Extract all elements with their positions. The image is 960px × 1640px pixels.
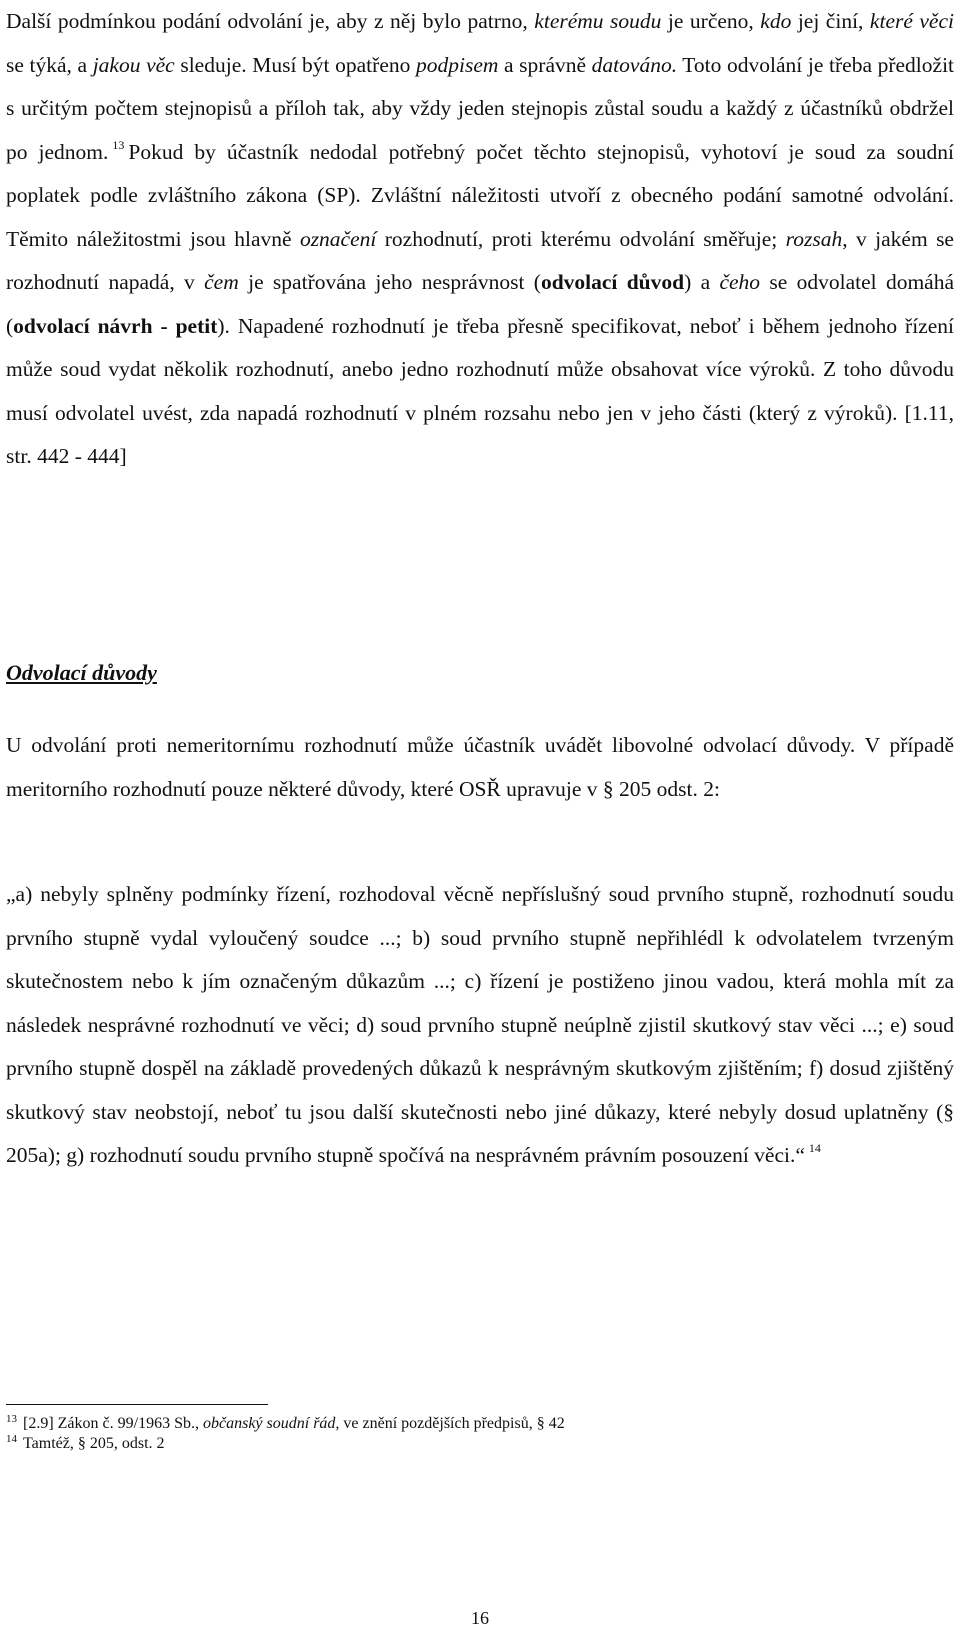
footnote-divider (6, 1404, 268, 1405)
footnote-ref-13[interactable]: 13 (112, 137, 125, 152)
paragraph-appeal-grounds: U odvolání proti nemeritornímu rozhodnutí může účastník uvádět libovolné odvolací důvody. V případě meritorního rozhodnutí pouze některé důvody, které OSŘ upravuje v § 205 odst. 2: (6, 733, 954, 801)
footnotes (6, 1414, 954, 1454)
section-heading: Odvolací důvody (6, 660, 157, 685)
footnote-13: $^{13}$ [2.9] Zákon č. 99/1963 Sb., občanský soudní řád, ve znění pozdějších předpisů, § 42 (6, 1413, 565, 1432)
footnote-14: $^{14}$ Tamtéž, § 205, odst. 2 (6, 1433, 165, 1452)
paragraph-appeal-requirements: Další podmínkou podání odvolání je, aby z něj bylo patrno, kterému soudu je určeno, kdo jej činí, které věci se týká, a jakou věc sleduje. Musí být opatřeno podpisem a správně datováno. Toto odvolání je třeba předložit s určitým počtem stejnopisů a příloh tak, aby vždy jeden stejnopis zůstal soudu a každý z účastníků obdržel po jednom. $^{13}$ Pokud by účastník nedodal potřebný počet těchto stejnopisů, vyhotoví je soud za soudní poplatek podle zvláštního zákona (SP). Zvláštní náležitosti utvoří z obecného podání samotné odvolání. Těmito náležitostmi jsou hlavně označení rozhodnutí, proti kterému odvolání směřuje; rozsah, v jakém se rozhodnutí napadá, v čem je spatřována jeho nesprávnost (odvolací důvod) a čeho se odvolatel domáhá (odvolací návrh - petit). Napadené rozhodnutí je třeba přesně specifikovat, neboť i během jednoho řízení může soud vydat několik rozhodnutí, anebo jedno rozhodnutí může obsahovat více výroků. Z toho důvodu musí odvolatel uvést, zda napadá rozhodnutí v plném rozsahu nebo jen v jeho části (který z výroků). [1.11, str. 442 - 444] (6, 9, 955, 468)
footnote-ref-14[interactable]: 14 (808, 1141, 821, 1155)
paragraph-legal-quote: „a) nebyly splněny podmínky řízení, rozhodoval věcně nepříslušný soud prvního stupně, rozhodnutí soudu prvního stupně vydal vyloučený soudce ...; b) soud prvního stupně nepřihlédl k odvolatelem tvrzeným skutečnostem nebo k jím označeným důkazům ...; c) řízení je postiženo jinou vadou, která mohla mít za následek nesprávné rozhodnutí ve věci; d) soud prvního stupně neúplně zjistil skutkový stav věci ...; e) soud prvního stupně dospěl na základě provedených důkazů k nesprávným skutkovým zjištěním; f) dosud zjištěný skutkový stav neobstojí, neboť tu jsou další skutečnosti nebo jiné důkazy, které nebyly dosud uplatněny (§ 205a); g) rozhodnutí soudu prvního stupně spočívá na nesprávném právním posouzení věci.“ $^{14}$ (6, 882, 954, 1167)
page-number: 16 (471, 1608, 489, 1628)
